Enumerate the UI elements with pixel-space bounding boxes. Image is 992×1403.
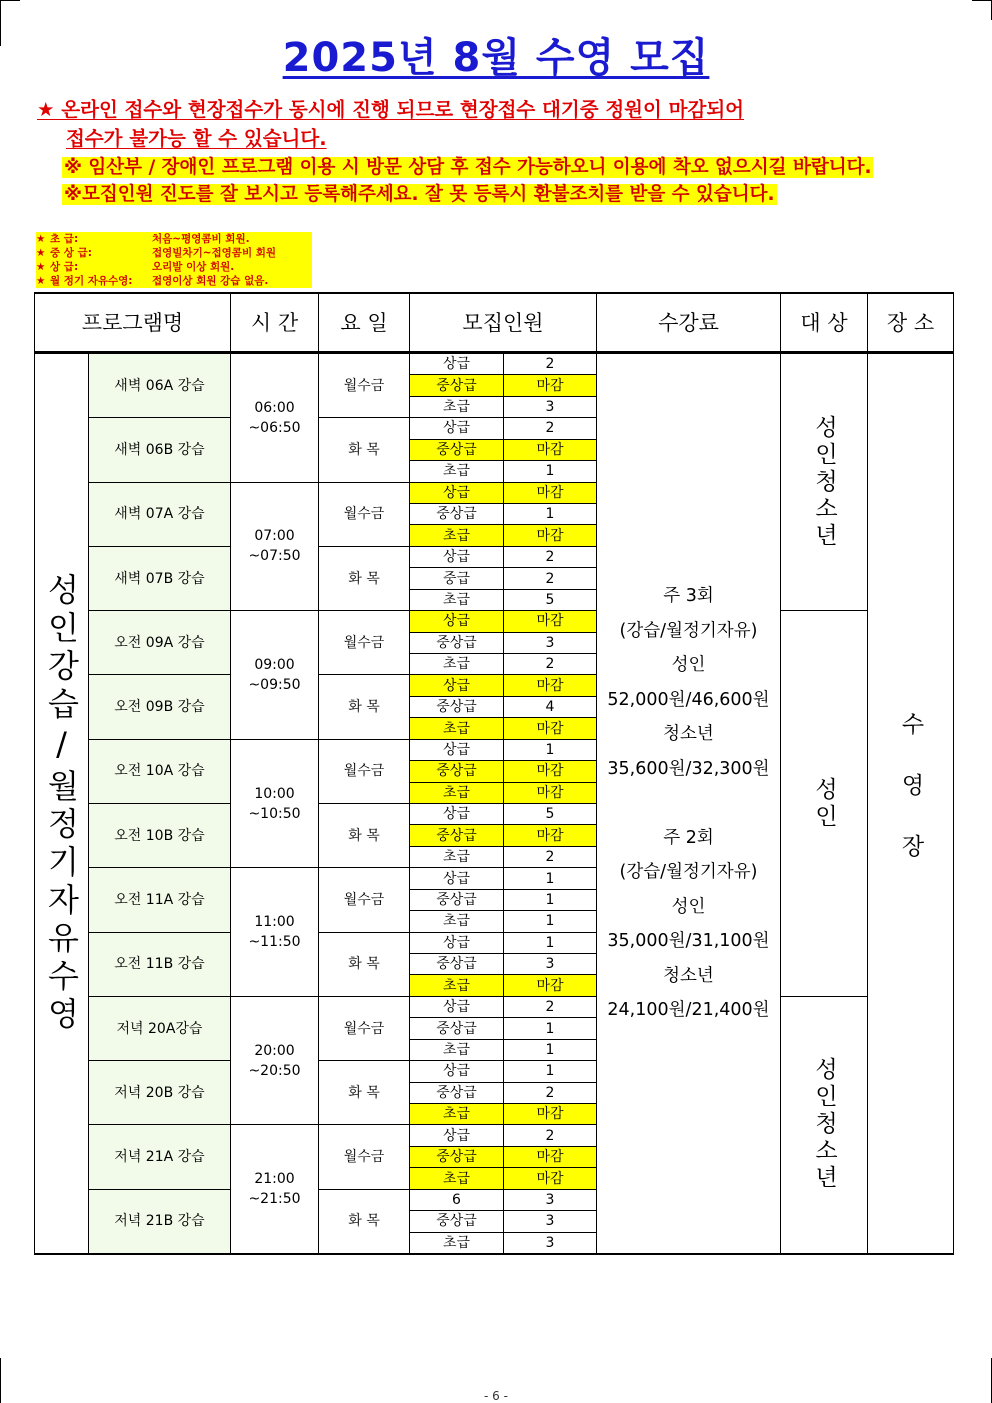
program-name-cell: 오전 10B 강습 bbox=[88, 803, 231, 868]
count-cell: 마감 bbox=[503, 824, 597, 846]
day-cell: 월수금 bbox=[318, 867, 410, 932]
fee-cell: 주 3회 (강습/월정기자유) 성인 52,000원/46,600원 청소년 35,600원/32,300원 주 2회 (강습/월정기자유) 성인 35,000원/31,100원 청소년 24,100원/21,400원 bbox=[596, 353, 781, 1254]
crop-mark bbox=[972, 0, 992, 1]
program-name-cell: 저녁 21B 강습 bbox=[88, 1189, 231, 1254]
program-name-cell: 오전 09A 강습 bbox=[88, 610, 231, 675]
count-cell: 3 bbox=[503, 1210, 597, 1232]
day-cell: 화 목 bbox=[318, 546, 410, 611]
header-time: 시 간 bbox=[230, 293, 319, 352]
count-cell: 마감 bbox=[503, 610, 597, 632]
program-name-cell: 저녁 20B 강습 bbox=[88, 1060, 231, 1125]
level-cell: 초급 bbox=[409, 653, 504, 675]
crop-mark bbox=[0, 0, 20, 1]
level-cell: 중상급 bbox=[409, 953, 504, 975]
notice-refund: ※모집인원 진도를 잘 보시고 등록해주세요. 잘 못 등록시 환불조치를 받을 수 있습니다. bbox=[64, 184, 775, 205]
day-cell: 월수금 bbox=[318, 482, 410, 547]
header-program: 프로그램명 bbox=[34, 293, 231, 352]
program-name-cell: 새벽 06A 강습 bbox=[88, 353, 231, 418]
count-cell: 마감 bbox=[503, 1167, 597, 1189]
count-cell: 마감 bbox=[503, 717, 597, 739]
level-cell: 상급 bbox=[409, 353, 504, 375]
program-name-cell: 오전 10A 강습 bbox=[88, 739, 231, 804]
target-cell: 성인청소년 bbox=[780, 996, 868, 1254]
count-cell: 2 bbox=[503, 353, 597, 375]
day-cell: 월수금 bbox=[318, 1124, 410, 1189]
level-cell: 중상급 bbox=[409, 1146, 504, 1168]
time-slot-cell: 09:00 ~09:50 bbox=[230, 610, 319, 740]
level-cell: 초급 bbox=[409, 782, 504, 804]
level-cell: 상급 bbox=[409, 674, 504, 696]
level-cell: 초급 bbox=[409, 1232, 504, 1254]
level-cell: 중상급 bbox=[409, 503, 504, 525]
legend-row: ★ 월 정기 자유수영: 접영이상 회원 강습 없음. bbox=[36, 275, 269, 287]
count-cell: 마감 bbox=[503, 374, 597, 396]
count-cell: 3 bbox=[503, 1232, 597, 1254]
table-rule bbox=[34, 351, 954, 353]
page-title: 2025년 8월 수영 모집 bbox=[282, 35, 710, 81]
day-cell: 월수금 bbox=[318, 739, 410, 804]
level-cell: 초급 bbox=[409, 589, 504, 611]
place-cell: 수영장 bbox=[867, 353, 954, 1254]
count-cell: 1 bbox=[503, 910, 597, 932]
count-cell: 2 bbox=[503, 567, 597, 589]
table-rule bbox=[34, 292, 954, 294]
day-cell: 월수금 bbox=[318, 353, 410, 418]
target-cell: 성인청소년 bbox=[780, 353, 868, 611]
day-cell: 화 목 bbox=[318, 1189, 410, 1254]
day-cell: 월수금 bbox=[318, 996, 410, 1061]
count-cell: 마감 bbox=[503, 1103, 597, 1125]
program-name-cell: 새벽 07B 강습 bbox=[88, 546, 231, 611]
level-cell: 초급 bbox=[409, 1103, 504, 1125]
day-cell: 화 목 bbox=[318, 1060, 410, 1125]
count-cell: 1 bbox=[503, 739, 597, 761]
count-cell: 마감 bbox=[503, 482, 597, 504]
notice-pregnant: ※ 임산부 / 장애인 프로그램 이용 시 방문 상담 후 접수 가능하오니 이용에 착오 없으시길 바랍니다. bbox=[64, 157, 872, 178]
count-cell: 3 bbox=[503, 1189, 597, 1211]
count-cell: 2 bbox=[503, 546, 597, 568]
header-recruit: 모집인원 bbox=[409, 293, 597, 352]
page-number: - 6 - bbox=[484, 1389, 508, 1403]
level-cell: 상급 bbox=[409, 803, 504, 825]
notice-online-cont: 접수가 불가능 할 수 있습니다. bbox=[66, 127, 327, 150]
count-cell: 2 bbox=[503, 417, 597, 439]
header-target: 대 상 bbox=[780, 293, 868, 352]
legend-row: ★ 중 상 급: 접영빌차기~접영콤비 회원 bbox=[36, 247, 277, 259]
day-cell: 화 목 bbox=[318, 932, 410, 997]
legend-row: ★ 상 급: 오리발 이상 회원. bbox=[36, 261, 235, 273]
level-cell: 초급 bbox=[409, 396, 504, 418]
level-cell: 초급 bbox=[409, 846, 504, 868]
day-cell: 월수금 bbox=[318, 610, 410, 675]
level-cell: 6 bbox=[409, 1189, 504, 1211]
level-cell: 중상급 bbox=[409, 1210, 504, 1232]
level-cell: 중상급 bbox=[409, 889, 504, 911]
count-cell: 마감 bbox=[503, 1146, 597, 1168]
count-cell: 마감 bbox=[503, 674, 597, 696]
count-cell: 2 bbox=[503, 1082, 597, 1104]
level-cell: 중상급 bbox=[409, 1017, 504, 1039]
level-cell: 중상급 bbox=[409, 1082, 504, 1104]
count-cell: 2 bbox=[503, 846, 597, 868]
count-cell: 5 bbox=[503, 589, 597, 611]
level-cell: 중상급 bbox=[409, 374, 504, 396]
level-legend bbox=[36, 232, 312, 288]
count-cell: 2 bbox=[503, 653, 597, 675]
level-cell: 중상급 bbox=[409, 696, 504, 718]
level-cell: 초급 bbox=[409, 1167, 504, 1189]
header-place: 장 소 bbox=[867, 293, 954, 352]
count-cell: 1 bbox=[503, 1039, 597, 1061]
count-cell: 2 bbox=[503, 996, 597, 1018]
category-cell: 성인강습/월정기자유수영 bbox=[34, 353, 89, 1254]
legend-row: ★ 초 급: 처음~평영콤비 회원. bbox=[36, 233, 250, 245]
program-name-cell: 새벽 07A 강습 bbox=[88, 482, 231, 547]
level-cell: 상급 bbox=[409, 1060, 504, 1082]
notice-online: ★ 온라인 접수와 현장접수가 동시에 진행 되므로 현장접수 대기중 정원이 마감되어 bbox=[37, 98, 744, 121]
level-cell: 중상급 bbox=[409, 824, 504, 846]
program-name-cell: 저녁 21A 강습 bbox=[88, 1124, 231, 1189]
count-cell: 3 bbox=[503, 632, 597, 654]
level-cell: 상급 bbox=[409, 867, 504, 889]
level-cell: 초급 bbox=[409, 524, 504, 546]
level-cell: 상급 bbox=[409, 482, 504, 504]
count-cell: 1 bbox=[503, 889, 597, 911]
level-cell: 중급 bbox=[409, 567, 504, 589]
level-cell: 상급 bbox=[409, 1124, 504, 1146]
count-cell: 2 bbox=[503, 1124, 597, 1146]
count-cell: 1 bbox=[503, 503, 597, 525]
level-cell: 중상급 bbox=[409, 760, 504, 782]
count-cell: 마감 bbox=[503, 782, 597, 804]
level-cell: 중상급 bbox=[409, 632, 504, 654]
count-cell: 5 bbox=[503, 803, 597, 825]
header-fee: 수강료 bbox=[596, 293, 781, 352]
header-day: 요 일 bbox=[318, 293, 410, 352]
count-cell: 1 bbox=[503, 932, 597, 954]
time-slot-cell: 07:00 ~07:50 bbox=[230, 482, 319, 612]
count-cell: 4 bbox=[503, 696, 597, 718]
level-cell: 상급 bbox=[409, 932, 504, 954]
count-cell: 1 bbox=[503, 1060, 597, 1082]
day-cell: 화 목 bbox=[318, 803, 410, 868]
time-slot-cell: 20:00 ~20:50 bbox=[230, 996, 319, 1126]
count-cell: 마감 bbox=[503, 974, 597, 996]
target-cell: 성인 bbox=[780, 610, 868, 997]
level-cell: 초급 bbox=[409, 1039, 504, 1061]
program-name-cell: 오전 11B 강습 bbox=[88, 932, 231, 997]
level-cell: 상급 bbox=[409, 610, 504, 632]
level-cell: 상급 bbox=[409, 546, 504, 568]
level-cell: 초급 bbox=[409, 460, 504, 482]
level-cell: 중상급 bbox=[409, 439, 504, 461]
time-slot-cell: 11:00 ~11:50 bbox=[230, 867, 319, 997]
count-cell: 3 bbox=[503, 953, 597, 975]
level-cell: 상급 bbox=[409, 996, 504, 1018]
program-name-cell: 오전 11A 강습 bbox=[88, 867, 231, 932]
count-cell: 마감 bbox=[503, 524, 597, 546]
count-cell: 마감 bbox=[503, 760, 597, 782]
program-name-cell: 오전 09B 강습 bbox=[88, 674, 231, 739]
day-cell: 화 목 bbox=[318, 417, 410, 482]
level-cell: 상급 bbox=[409, 417, 504, 439]
table-rule bbox=[34, 1253, 954, 1255]
count-cell: 마감 bbox=[503, 439, 597, 461]
level-cell: 초급 bbox=[409, 717, 504, 739]
program-name-cell: 저녁 20A강습 bbox=[88, 996, 231, 1061]
level-cell: 초급 bbox=[409, 910, 504, 932]
level-cell: 상급 bbox=[409, 739, 504, 761]
time-slot-cell: 21:00 ~21:50 bbox=[230, 1124, 319, 1254]
count-cell: 1 bbox=[503, 460, 597, 482]
level-cell: 초급 bbox=[409, 974, 504, 996]
time-slot-cell: 10:00 ~10:50 bbox=[230, 739, 319, 869]
time-slot-cell: 06:00 ~06:50 bbox=[230, 353, 319, 483]
program-name-cell: 새벽 06B 강습 bbox=[88, 417, 231, 482]
count-cell: 3 bbox=[503, 396, 597, 418]
day-cell: 화 목 bbox=[318, 674, 410, 739]
count-cell: 1 bbox=[503, 1017, 597, 1039]
count-cell: 1 bbox=[503, 867, 597, 889]
